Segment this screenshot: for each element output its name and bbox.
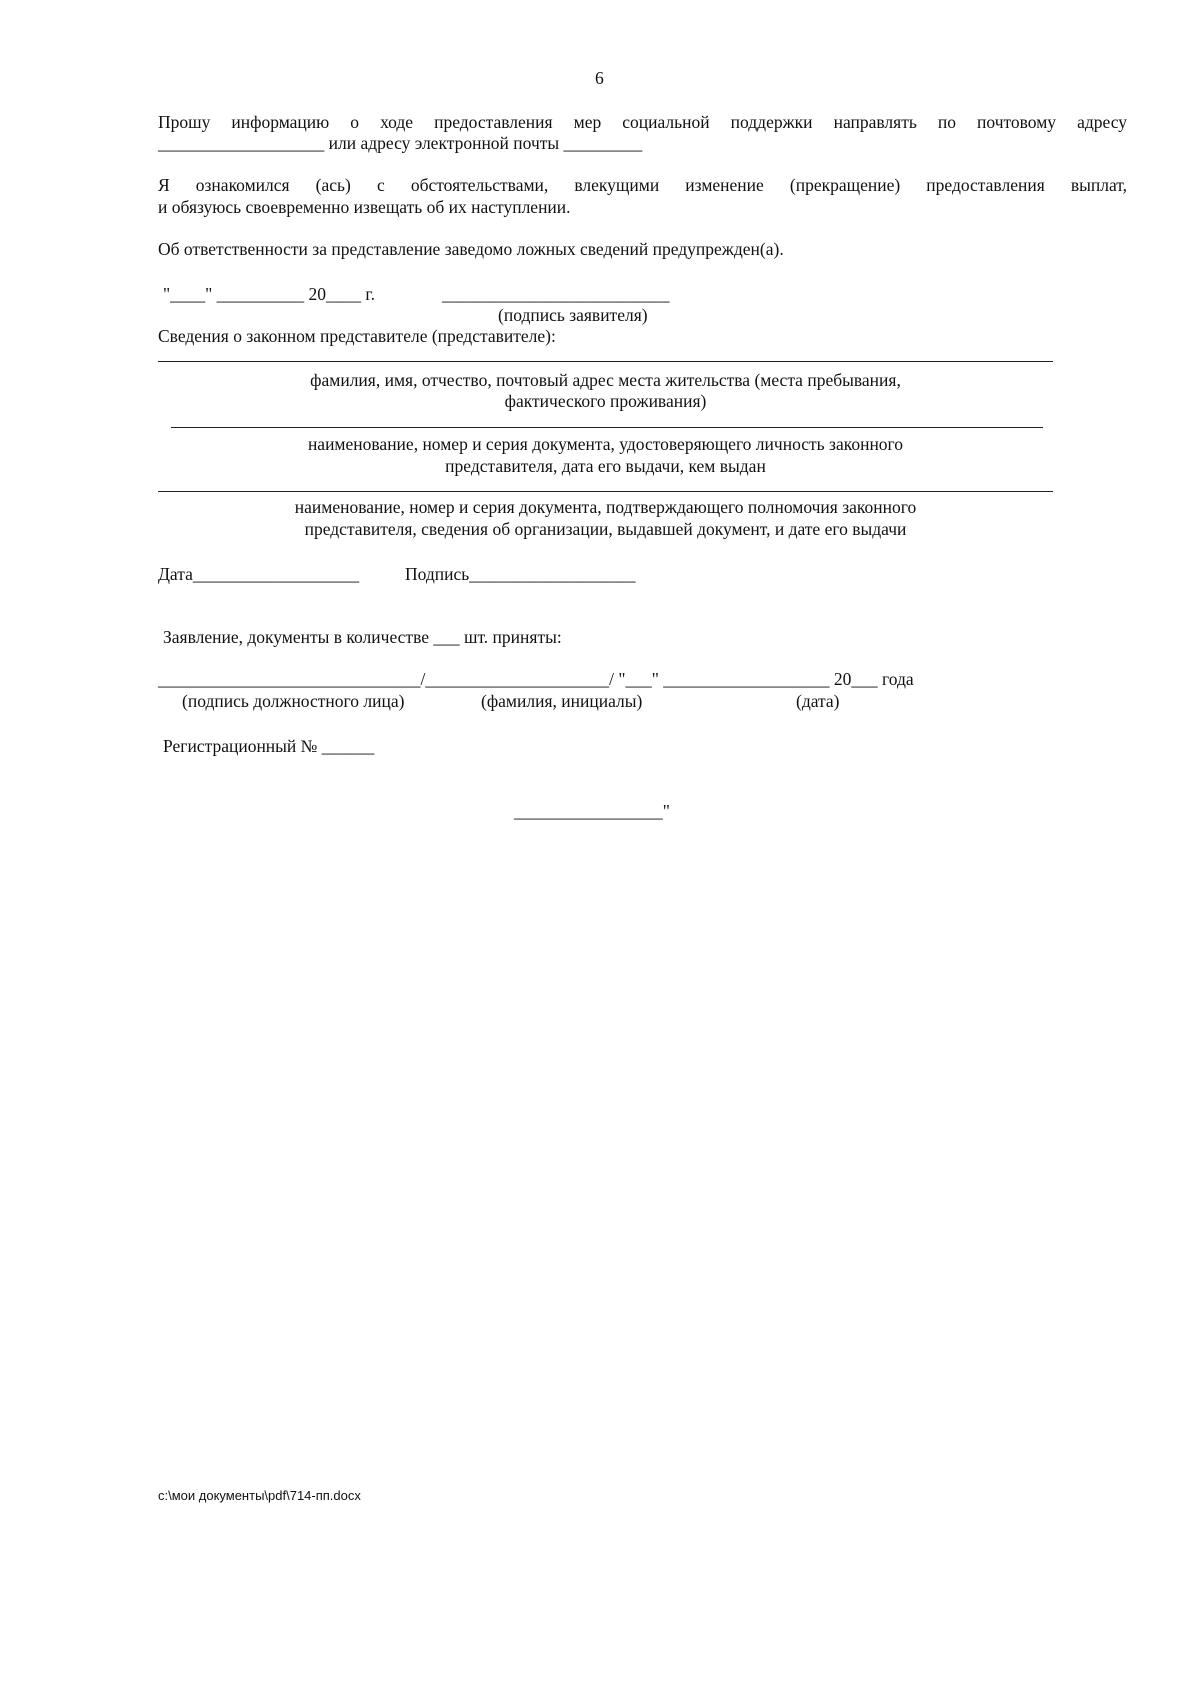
applicant-signature-blank: __________________________ [442, 284, 670, 304]
paragraph-liability-warning: Об ответственности за представление заведомо ложных сведений предупрежден(а). [158, 239, 784, 259]
closing-line: _________________" [514, 801, 670, 821]
page-number: 6 [595, 68, 604, 88]
representative-name-address-field [158, 361, 1053, 362]
official-name-caption: (фамилия, инициалы) [481, 691, 643, 711]
documents-accepted-line: Заявление, документы в количестве ___ шт. приняты: [163, 627, 562, 647]
official-signature-line: ______________________________/_____________________/ "___" ___________________ 20___ года [158, 669, 914, 689]
representative-name-address-caption-line1: фамилия, имя, отчество, почтовый адрес места жительства (места пребывания, [310, 370, 901, 390]
applicant-signature-caption: (подпись заявителя) [498, 305, 648, 325]
representative-identity-document-caption-line1: наименование, номер и серия документа, удостоверяющего личность законного [307, 434, 904, 454]
paragraph-mail-address-line1: Прошу информацию о ходе предоставления мер социальной поддержки направлять по почтовому адресу [158, 112, 1127, 132]
paragraph-mail-address-line2: ___________________ или адресу электронной почты _________ [158, 133, 643, 153]
paragraph-acknowledgement-line1: Я ознакомился (ась) с обстоятельствами, влекущими изменение (прекращение) предоставления выплат, [158, 175, 1127, 195]
representative-heading: Сведения о законном представителе (представителе): [158, 326, 556, 346]
footer-file-path: c:\мои документы\pdf\714-пп.docx [158, 1488, 361, 1503]
representative-identity-document-caption-line2: представителя, дата его выдачи, кем выдан [445, 456, 766, 476]
official-date-caption: (дата) [796, 691, 840, 711]
representative-authority-document-caption-line1: наименование, номер и серия документа, подтверждающего полномочия законного [294, 497, 917, 517]
registration-number-label: Регистрационный № ______ [163, 736, 375, 756]
official-signature-caption: (подпись должностного лица) [182, 691, 405, 711]
representative-authority-document-field [158, 491, 1053, 492]
applicant-date-line: "____" __________ 20____ г. [163, 284, 375, 304]
representative-identity-document-field [171, 427, 1043, 428]
paragraph-acknowledgement-line2: и обязуюсь своевременно извещать об их наступлении. [158, 197, 571, 217]
date-field-label: Дата___________________ [158, 564, 360, 584]
signature-field-label: Подпись___________________ [405, 564, 636, 584]
representative-name-address-caption-line2: фактического проживания) [504, 391, 707, 411]
representative-authority-document-caption-line2: представителя, сведения об организации, выдавшей документ, и дате его выдачи [304, 519, 907, 539]
